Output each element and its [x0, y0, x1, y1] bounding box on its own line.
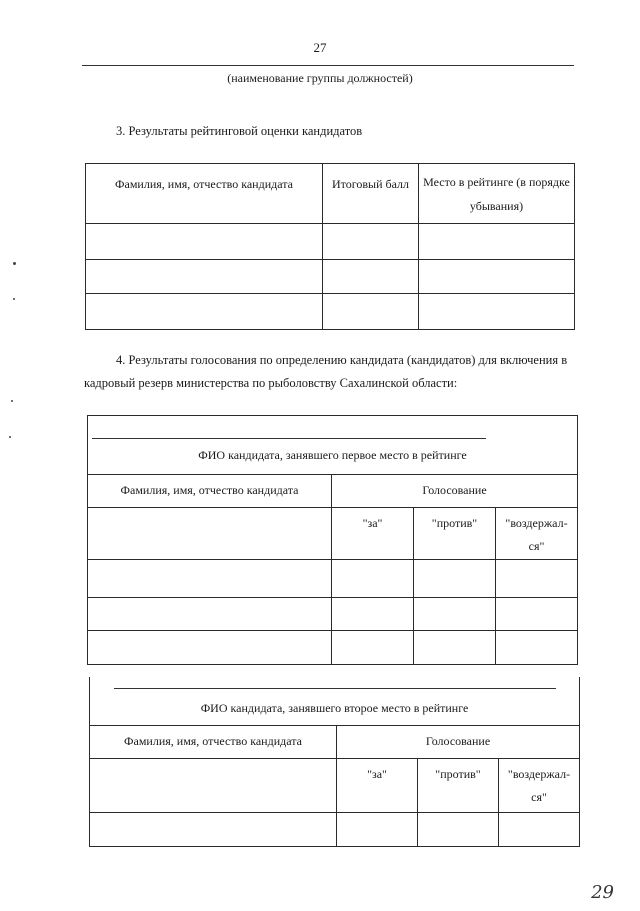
second-title-row: [90, 677, 580, 726]
table-row: [88, 598, 578, 631]
first-title-cell: [88, 416, 578, 475]
second-title: ФИО кандидата, занявшего второе место в рейтинге: [200, 701, 469, 715]
top-rule: [82, 65, 574, 66]
second-vote-against: "против": [418, 759, 499, 813]
rating-cell: [323, 224, 419, 260]
rating-cell: [86, 260, 323, 294]
section3-heading: 3. Результаты рейтинговой оценки кандидатов: [116, 124, 363, 138]
second-vote-col: Голосование: [337, 726, 580, 759]
second-vote-abstain: "воздержал-ся": [499, 759, 580, 813]
first-vote-abstain: "воздержал-ся": [496, 508, 578, 560]
scan-speck: [11, 400, 13, 402]
second-vote-labels-row: [90, 759, 580, 813]
table-row: [86, 224, 575, 260]
first-vote-for: "за": [332, 508, 414, 560]
first-vote-against: "против": [414, 508, 496, 560]
rating-cell: [86, 224, 323, 260]
table-row: [88, 560, 578, 598]
rating-cell: [86, 294, 323, 330]
second-name-line: [114, 688, 556, 689]
vote-table-first: [87, 415, 578, 665]
rating-table: [85, 163, 575, 330]
first-name-cell: [88, 508, 332, 560]
table-row: [86, 260, 575, 294]
first-name-col: Фамилия, имя, отчество кандидата: [88, 475, 332, 508]
second-name-cell: [90, 759, 337, 813]
second-title-cell: [90, 677, 580, 726]
rating-header-row: [86, 164, 575, 224]
rating-col-score: Итоговый балл: [323, 164, 419, 224]
scan-speck: [13, 298, 15, 300]
rating-col-place: Место в рейтинге (в порядке убывания): [419, 164, 575, 224]
scan-speck: [13, 262, 16, 265]
first-name-line: [92, 438, 486, 439]
group-caption: (наименование группы должностей): [227, 71, 413, 85]
table-row: [86, 294, 575, 330]
vote-table-second: [89, 677, 580, 847]
section4-paragraph: 4. Результаты голосования по определению кандидата (кандидатов) для включения в кадровый резерв министерства по рыболовству Сахалинской области:: [84, 353, 568, 390]
rating-cell: [419, 294, 575, 330]
second-header-row: [90, 726, 580, 759]
first-title: ФИО кандидата, занявшего первое место в рейтинге: [198, 448, 467, 462]
first-vote-labels-row: [88, 508, 578, 560]
second-name-col: Фамилия, имя, отчество кандидата: [90, 726, 337, 759]
first-title-row: [88, 416, 578, 475]
rating-col-name: Фамилия, имя, отчество кандидата: [86, 164, 323, 224]
handwritten-page-number: 29: [591, 882, 614, 903]
first-vote-col: Голосование: [332, 475, 578, 508]
rating-cell: [419, 224, 575, 260]
rating-cell: [323, 294, 419, 330]
table-row: [88, 631, 578, 665]
scan-speck: [9, 436, 11, 438]
rating-cell: [419, 260, 575, 294]
table-row: [90, 813, 580, 847]
first-header-row: [88, 475, 578, 508]
page-number: 27: [313, 40, 327, 55]
rating-cell: [323, 260, 419, 294]
second-vote-for: "за": [337, 759, 418, 813]
